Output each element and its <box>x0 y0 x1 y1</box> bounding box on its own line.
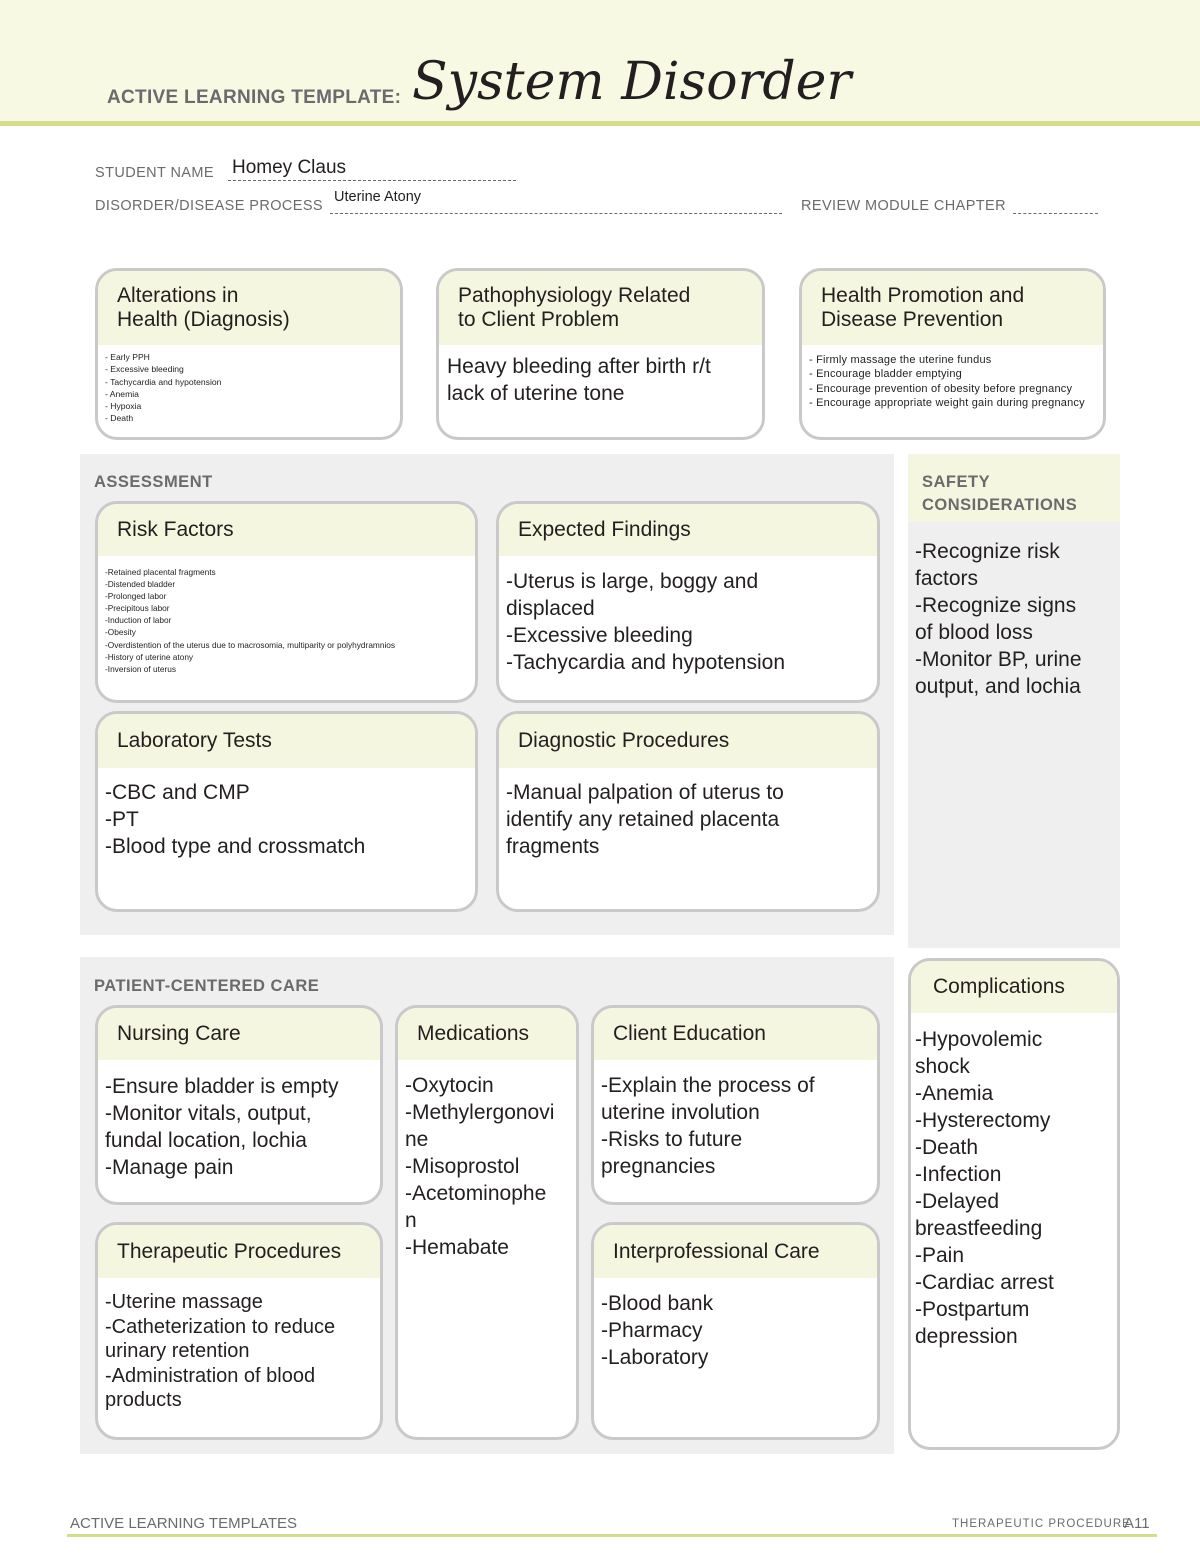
list-item: ne <box>405 1128 429 1151</box>
health-promotion-title-line2: Disease Prevention <box>821 308 1004 331</box>
diagnostic-procedures-card <box>496 711 880 912</box>
list-item: -Monitor vitals, output, <box>105 1102 312 1125</box>
list-item: -Retained placental fragments <box>105 567 216 577</box>
list-item: -Oxytocin <box>405 1074 494 1097</box>
complications-card-header <box>911 961 1117 1013</box>
nursing-care-list <box>98 1060 380 1181</box>
list-item: -Misoprostol <box>405 1155 520 1178</box>
list-item: -Methylergonovi <box>405 1101 555 1124</box>
list-item: -Ensure bladder is empty <box>105 1075 339 1098</box>
alterations-title-line1: Alterations in <box>117 284 239 307</box>
student-name-line <box>228 180 516 181</box>
list-item: output, and lochia <box>915 675 1081 698</box>
list-item: products <box>105 1389 182 1411</box>
diagnostic-procedures-list <box>499 768 877 860</box>
expected-findings-list <box>499 556 877 676</box>
list-item: -Risks to future <box>601 1128 743 1151</box>
pathophysiology-card <box>436 268 765 440</box>
list-item: -Manual palpation of uterus to <box>506 781 784 804</box>
review-module-line <box>1013 213 1098 214</box>
list-item: - Encourage appropriate weight gain during pregnancy <box>809 396 1085 409</box>
list-item: fundal location, lochia <box>105 1129 307 1152</box>
medications-list <box>398 1060 576 1261</box>
complications-title: Complications <box>933 975 1065 998</box>
health-promotion-card <box>799 268 1106 440</box>
list-item: -Uterus is large, boggy and <box>506 570 759 593</box>
list-item: -Hysterectomy <box>915 1109 1051 1132</box>
list-item: -Postpartum <box>915 1298 1030 1321</box>
alterations-card <box>95 268 403 440</box>
list-item: -Explain the process of <box>601 1074 815 1097</box>
list-item: -Recognize risk <box>915 540 1060 563</box>
list-item: -Cardiac arrest <box>915 1271 1054 1294</box>
list-item: -Excessive bleeding <box>506 624 693 647</box>
alterations-card-header <box>98 271 400 345</box>
list-item: pregnancies <box>601 1155 716 1178</box>
list-item: -Prolonged labor <box>105 591 167 602</box>
pathophysiology-title-line1: Pathophysiology Related <box>458 284 691 307</box>
list-item: -Catheterization to reduce <box>105 1315 336 1338</box>
list-item: -Recognize signs <box>915 594 1077 617</box>
list-item: -Monitor BP, urine <box>915 648 1082 671</box>
list-item: uterine involution <box>601 1101 760 1124</box>
medications-title: Medications <box>417 1022 530 1045</box>
risk-factors-list <box>98 556 475 675</box>
risk-factors-card-header <box>98 504 475 556</box>
list-item: -Blood bank <box>601 1292 714 1315</box>
footer-rule <box>67 1534 1157 1537</box>
footer-right-label: THERAPEUTIC PROCEDURE <box>952 1518 1131 1530</box>
safety-list <box>908 532 1127 700</box>
health-promotion-card-header <box>802 271 1103 345</box>
list-item: urinary retention <box>105 1340 250 1362</box>
list-item: - Early PPH <box>105 352 150 362</box>
list-item: fragments <box>506 835 600 858</box>
template-label: ACTIVE LEARNING TEMPLATE: <box>107 87 402 108</box>
safety-panel <box>908 454 1120 948</box>
nursing-care-card-header <box>98 1008 380 1060</box>
disorder-label: DISORDER/DISEASE PROCESS <box>95 198 323 214</box>
list-item: factors <box>915 567 979 590</box>
expected-findings-title: Expected Findings <box>518 518 691 541</box>
list-item: - Tachycardia and hypotension <box>105 376 222 387</box>
alterations-list <box>98 345 400 425</box>
list-item: -Tachycardia and hypotension <box>506 651 786 674</box>
list-item: - Death <box>105 413 134 424</box>
pathophysiology-title-line2: to Client Problem <box>458 308 620 331</box>
list-item: -Induction of labor <box>105 615 172 626</box>
list-item: -CBC and CMP <box>105 781 250 804</box>
list-item: displaced <box>506 597 595 620</box>
interprofessional-care-card-header <box>594 1225 877 1278</box>
list-item: -Administration of blood <box>105 1364 316 1387</box>
interprofessional-care-title: Interprofessional Care <box>613 1239 820 1263</box>
laboratory-tests-title: Laboratory Tests <box>117 729 272 752</box>
list-item: - Encourage bladder emptying <box>809 368 962 381</box>
nursing-care-title: Nursing Care <box>117 1022 241 1045</box>
list-item: -Pharmacy <box>601 1319 703 1342</box>
footer-left-label: ACTIVE LEARNING TEMPLATES <box>70 1515 297 1532</box>
complications-card <box>908 958 1120 1450</box>
list-item: -Distended bladder <box>105 579 176 590</box>
list-item: -Uterine massage <box>105 1291 263 1313</box>
client-education-list <box>594 1060 877 1180</box>
list-item: -Overdistention of the uterus due to macrosomia, multiparity or polyhydramnios <box>105 639 396 650</box>
medications-card <box>395 1005 579 1440</box>
list-item: - Excessive bleeding <box>105 364 184 375</box>
list-item: -Anemia <box>915 1082 994 1105</box>
list-item: depression <box>915 1325 1018 1348</box>
list-item: - Anemia <box>105 388 139 399</box>
list-item: - Hypoxia <box>105 401 142 412</box>
page-title: System Disorder <box>412 52 852 112</box>
nursing-care-card <box>95 1005 383 1205</box>
alterations-title-line2: Health (Diagnosis) <box>117 308 290 331</box>
interprofessional-care-list <box>594 1278 877 1371</box>
list-item: n <box>405 1209 417 1232</box>
student-name-label: STUDENT NAME <box>95 165 214 181</box>
list-item: -Hypovolemic <box>915 1028 1043 1051</box>
list-item: -Laboratory <box>601 1346 709 1369</box>
list-item: -Precipitous labor <box>105 603 170 614</box>
client-education-card <box>591 1005 880 1205</box>
list-item: -Manage pain <box>105 1156 234 1179</box>
list-item: breastfeeding <box>915 1217 1043 1240</box>
header-rule <box>0 121 1200 126</box>
list-item: -Delayed <box>915 1190 1000 1213</box>
laboratory-tests-list <box>98 768 475 860</box>
list-item: of blood loss <box>915 621 1033 644</box>
list-item: -Inversion of uterus <box>105 663 177 674</box>
assessment-heading: ASSESSMENT <box>94 473 213 491</box>
list-item: lack of uterine tone <box>447 382 625 405</box>
list-item: - Firmly massage the uterine fundus <box>809 354 992 366</box>
therapeutic-procedures-title: Therapeutic Procedures <box>117 1239 342 1263</box>
complications-list <box>911 1013 1117 1350</box>
diagnostic-procedures-title: Diagnostic Procedures <box>518 729 730 752</box>
health-promotion-title-line1: Health Promotion and <box>821 284 1025 307</box>
laboratory-tests-card <box>95 711 478 912</box>
interprofessional-care-card <box>591 1222 880 1440</box>
medications-card-header <box>398 1008 576 1060</box>
list-item: - Encourage prevention of obesity before pregnancy <box>809 382 1073 395</box>
disorder-field[interactable]: Uterine Atony <box>334 189 422 205</box>
list-item: -Hemabate <box>405 1236 509 1259</box>
list-item: identify any retained placenta <box>506 808 780 831</box>
safety-heading <box>922 471 1077 517</box>
therapeutic-procedures-list <box>98 1278 380 1413</box>
expected-findings-card <box>496 501 880 703</box>
laboratory-tests-card-header <box>98 714 475 768</box>
list-item: -Pain <box>915 1244 965 1267</box>
risk-factors-title: Risk Factors <box>117 518 234 541</box>
pathophysiology-card-header <box>439 271 762 345</box>
safety-title-line1: SAFETY <box>922 473 991 491</box>
therapeutic-procedures-card <box>95 1222 383 1440</box>
health-promotion-list <box>802 345 1103 410</box>
review-module-label: REVIEW MODULE CHAPTER <box>801 198 1006 214</box>
list-item: -Death <box>915 1136 979 1159</box>
expected-findings-card-header <box>499 504 877 556</box>
patient-centered-care-heading: PATIENT-CENTERED CARE <box>94 977 320 995</box>
list-item: -Infection <box>915 1163 1002 1186</box>
list-item: Heavy bleeding after birth r/t <box>447 355 711 378</box>
list-item: -Blood type and crossmatch <box>105 835 366 858</box>
risk-factors-card <box>95 501 478 703</box>
list-item: -History of uterine atony <box>105 651 194 662</box>
student-name-field[interactable]: Homey Claus <box>232 157 347 178</box>
list-item: -Obesity <box>105 627 136 638</box>
list-item: -PT <box>105 808 139 831</box>
client-education-card-header <box>594 1008 877 1060</box>
safety-title-line2: CONSIDERATIONS <box>922 496 1078 514</box>
client-education-title: Client Education <box>613 1022 766 1045</box>
list-item: -Acetominophe <box>405 1182 547 1205</box>
pathophysiology-list <box>439 345 762 407</box>
disorder-line <box>330 213 782 214</box>
footer-page-number: A11 <box>1124 1515 1150 1532</box>
diagnostic-procedures-card-header <box>499 714 877 768</box>
list-item: shock <box>915 1055 970 1078</box>
therapeutic-procedures-card-header <box>98 1225 380 1278</box>
